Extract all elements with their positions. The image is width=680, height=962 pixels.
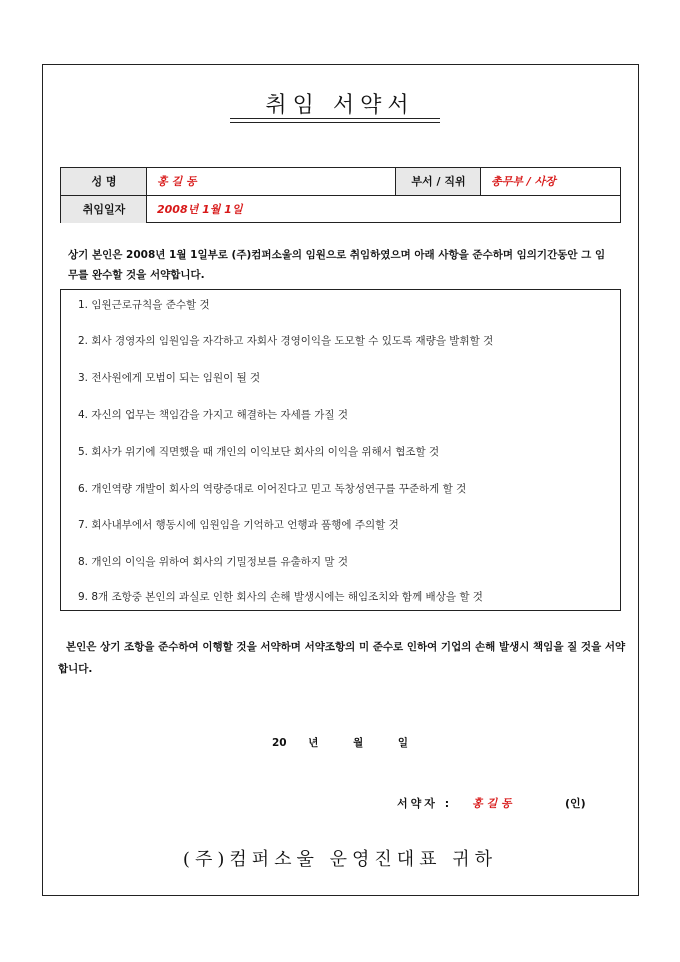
term-item: 7. 회사내부에서 행동시에 임원임을 기억하고 언행과 품행에 주의할 것 <box>78 519 399 531</box>
dept-label: 부서 / 직위 <box>396 168 481 195</box>
title-double-underline <box>230 118 440 123</box>
term-item: 6. 개인역량 개발이 회사의 역량증대로 이어진다고 믿고 독창성연구를 꾸준하게 할 것 <box>78 483 467 495</box>
info-table <box>60 167 621 223</box>
dept-value: 총무부 / 사장 <box>491 175 556 188</box>
table-divider <box>480 168 481 195</box>
closing-statement: 본인은 상기 조항을 준수하여 이행할 것을 서약하며 서약조항의 미 준수로 인하여 기업의 손해 발생시 책임을 질 것을 서약합니다. <box>58 641 626 675</box>
term-item: 5. 회사가 위기에 직면했을 때 개인의 이익보단 회사의 이익을 위해서 협조할 것 <box>78 446 440 458</box>
term-item: 1. 임원근로규칙을 준수할 것 <box>78 299 210 311</box>
date-year-unit: 년 <box>308 737 319 749</box>
date-year: 20 <box>271 737 287 749</box>
terms-list <box>60 289 621 611</box>
addressee: (주)컴퍼소울 운영진대표 귀하 <box>182 849 498 870</box>
date-month-unit: 월 <box>353 737 364 749</box>
document-title: 취임 서약서 <box>265 93 415 118</box>
intro-paragraph: 상기 본인은 2008년 1월 1일부로 (주)컴퍼소울의 임원으로 취임하였으며 아래 사항을 준수하며 임의기간동안 그 임무를 완수할 것을 서약합니다. <box>68 249 606 281</box>
table-divider <box>395 168 396 195</box>
signer-label: 서약자 : <box>397 797 453 810</box>
date-line <box>0 735 680 750</box>
start-date-value: 2008년 1월 1일 <box>157 203 243 216</box>
term-item: 8. 개인의 이익을 위하여 회사의 기밀정보를 유출하지 말 것 <box>78 556 349 568</box>
signer-name: 홍 길 동 <box>472 797 512 810</box>
name-value: 홍 길 동 <box>157 175 197 188</box>
name-label: 성 명 <box>61 168 147 195</box>
term-item: 4. 자신의 업무는 책임감을 가지고 해결하는 자세를 가질 것 <box>78 409 349 421</box>
term-item: 2. 회사 경영자의 임원임을 자각하고 자회사 경영이익을 도모할 수 있도록 재량을 발휘할 것 <box>78 335 494 347</box>
start-date-label: 취임일자 <box>61 196 147 223</box>
table-divider <box>61 195 620 196</box>
date-day-unit: 일 <box>397 737 409 749</box>
seal-mark: (인) <box>565 797 586 810</box>
term-item: 3. 전사원에게 모범이 되는 임원이 될 것 <box>78 372 261 384</box>
term-item: 9. 8개 조항중 본인의 과실로 인한 회사의 손해 발생시에는 해임조치와 함께 배상을 할 것 <box>78 591 483 603</box>
